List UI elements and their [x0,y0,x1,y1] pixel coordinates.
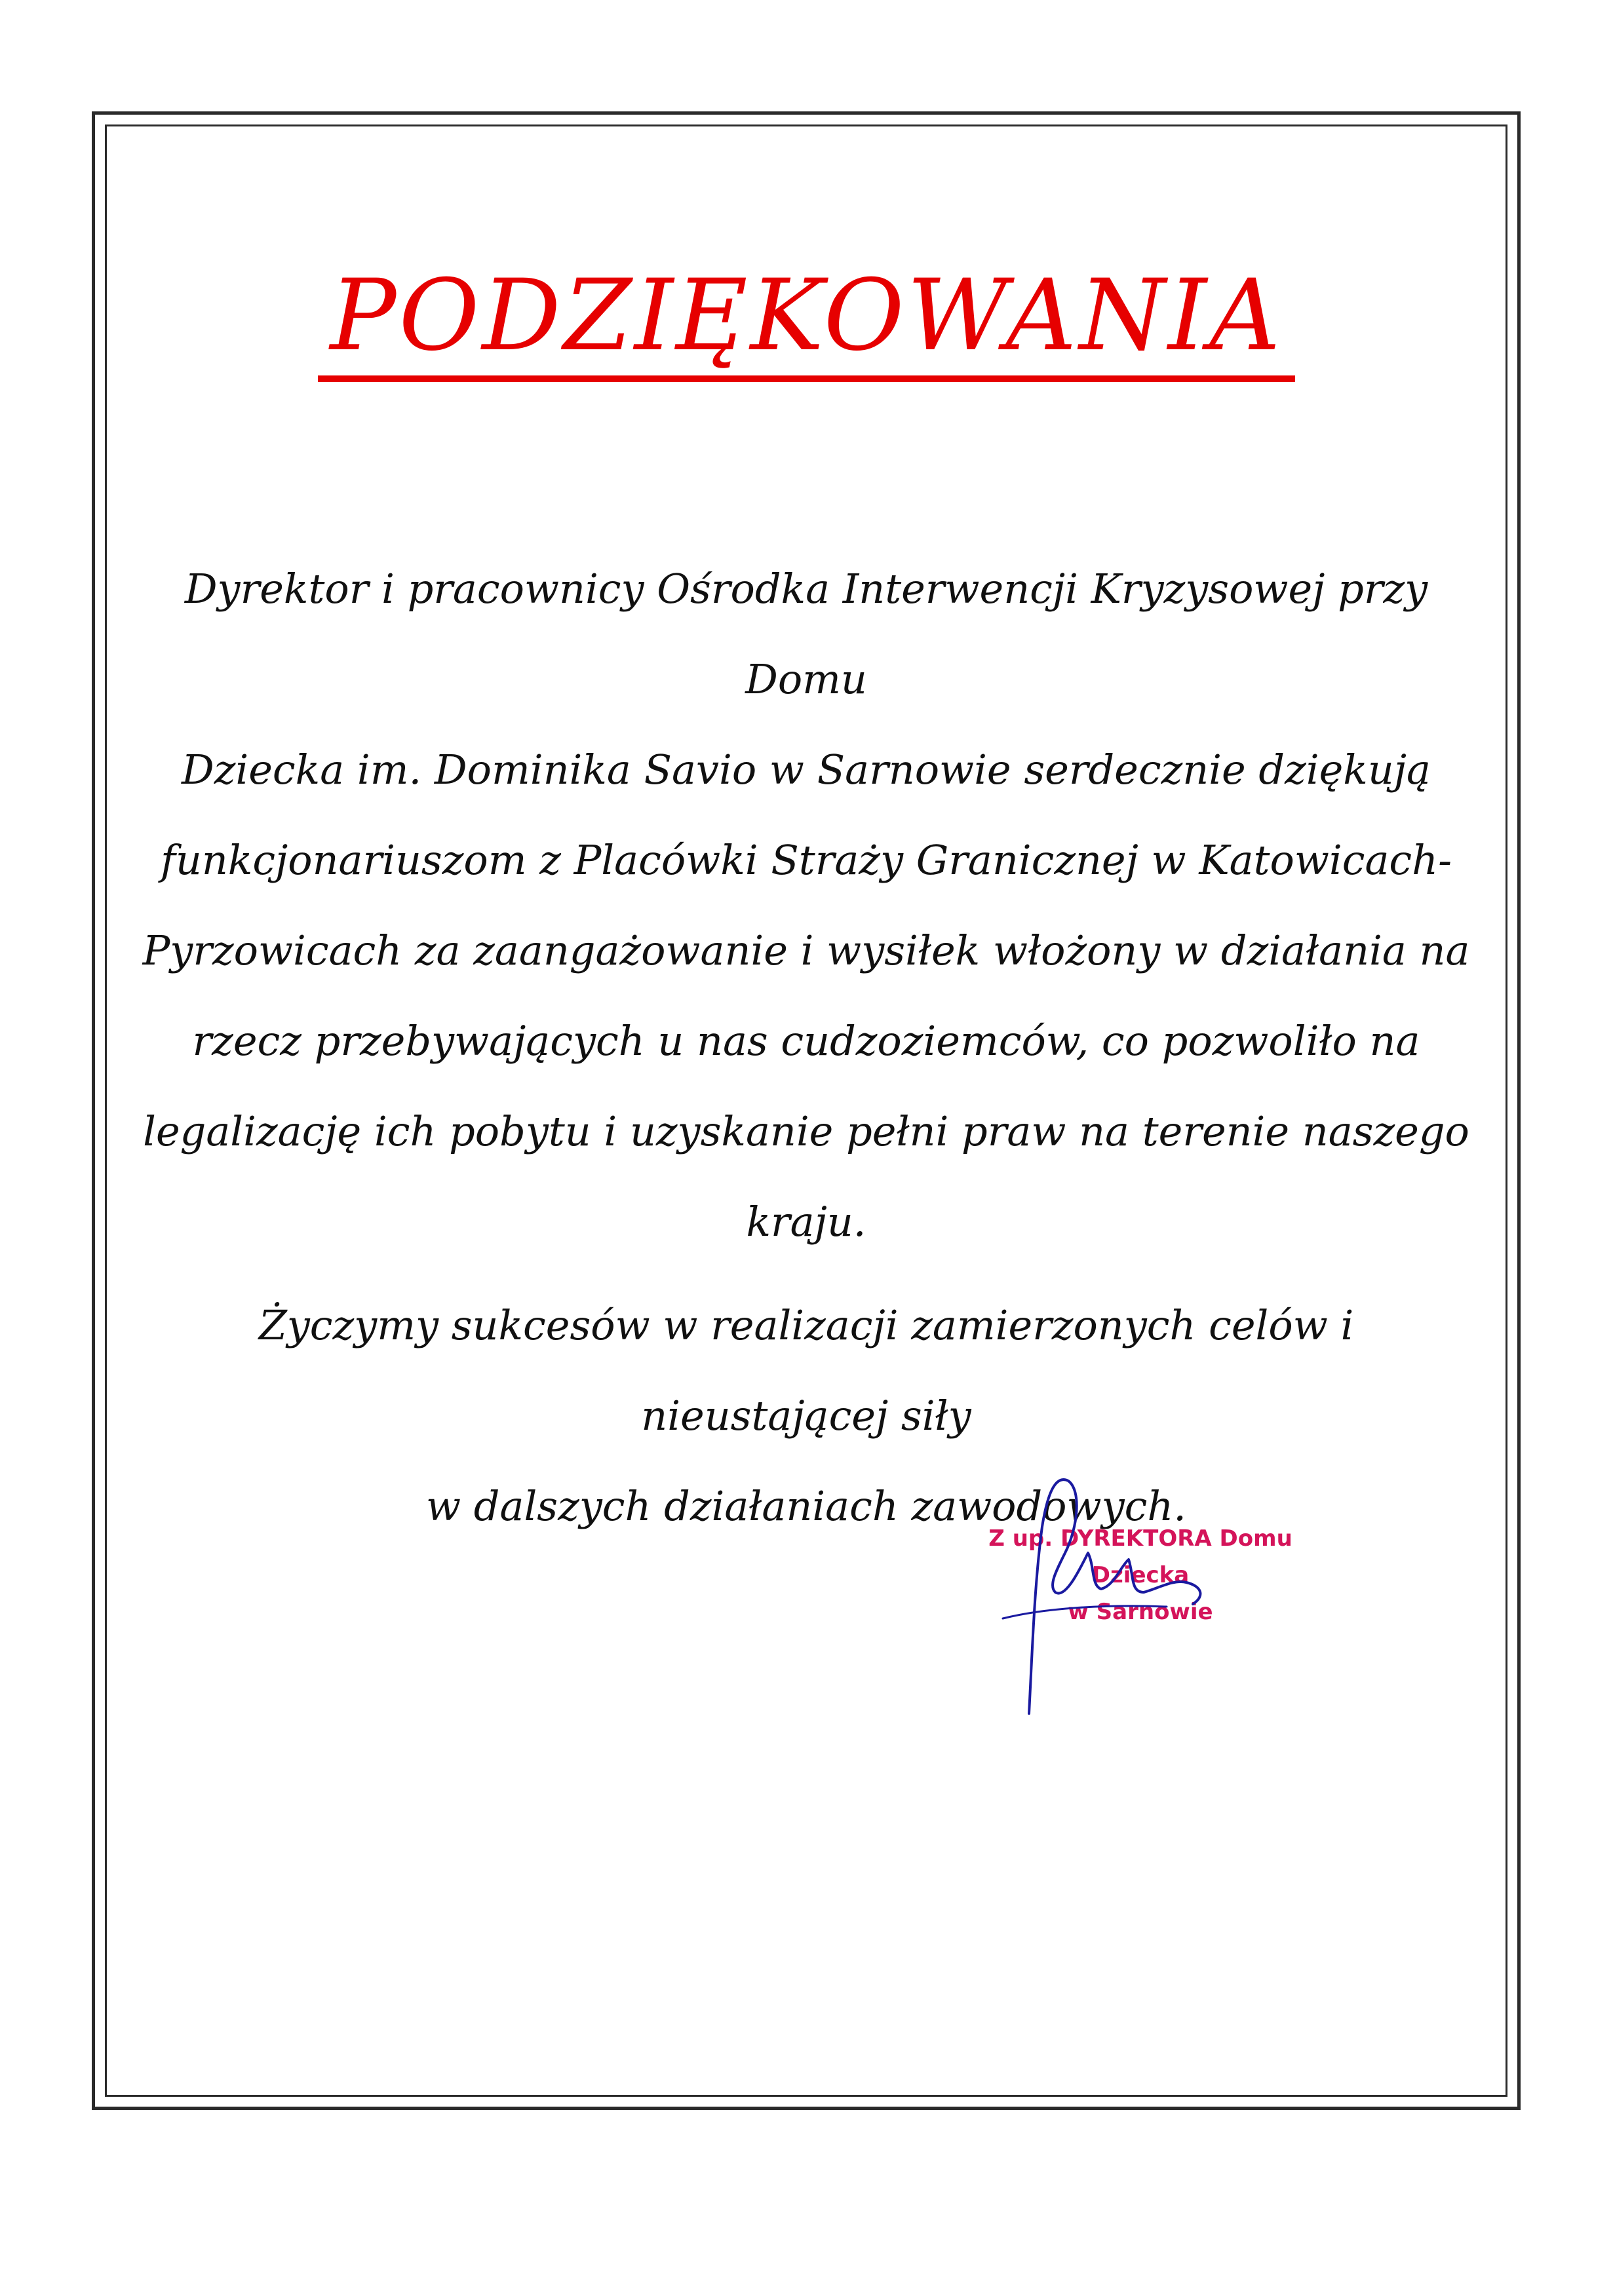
body-line: Dyrektor i pracownicy Ośrodka Interwencji Kryzysowej przy Domu [184,565,1428,703]
stamp-line-1: Z up. DYREKTORA Domu Dziecka [988,1525,1292,1588]
wish-line: Życzymy sukcesów w realizacji zamierzonych celów i nieustającej siły [258,1301,1354,1440]
stamp-line-2: w Sarnowie [1068,1599,1213,1625]
signature-stamp [944,1520,1337,1630]
wish-line: w dalszych działaniach zawodowych. [426,1482,1186,1530]
body-line: rzecz przebywających u nas cudzoziemców, co pozwoliło na [192,1017,1420,1065]
body-line: kraju. [746,1198,866,1246]
body-line: funkcjonariuszom z Placówki Straży Granicznej w Katowicach- [160,836,1452,884]
body-line: Pyrzowicach za zaangażowanie i wysiłek włożony w działania na [142,927,1470,974]
document-title: PODZIĘKOWANIA [318,259,1294,382]
body-line: Dziecka im. Dominika Savio w Sarnowie serdecznie dziękują [182,746,1431,794]
document-title-wrapper [0,259,1613,382]
body-line: legalizację ich pobytu i uzyskanie pełni praw na terenie naszego [143,1107,1469,1155]
document-body [131,544,1481,1552]
